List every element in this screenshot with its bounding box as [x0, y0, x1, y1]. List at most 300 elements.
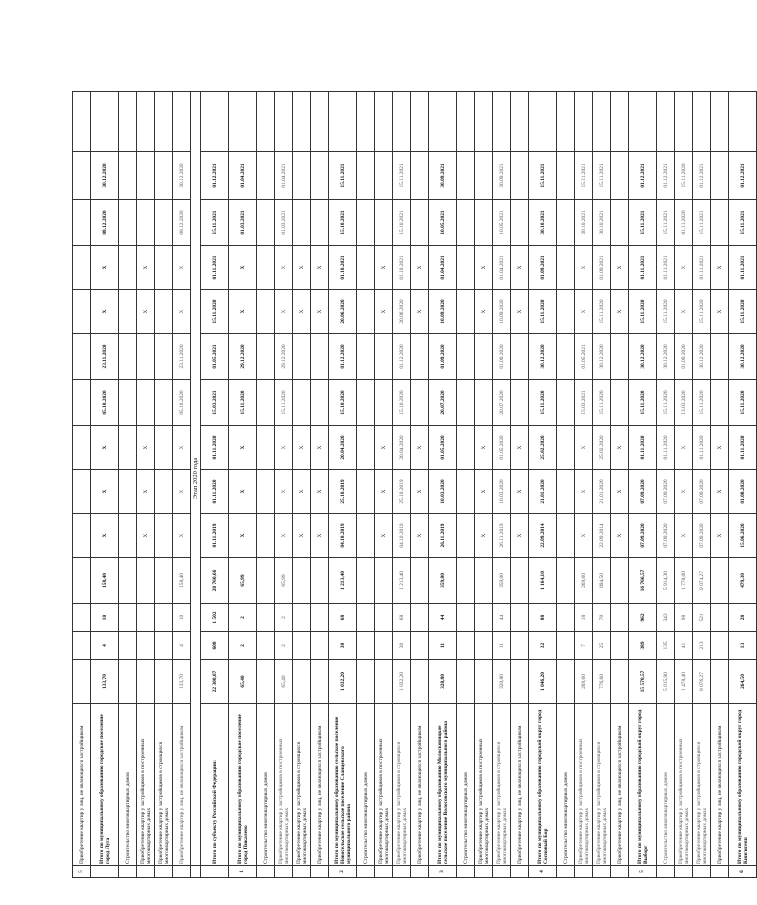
value-cell: 98	[675, 604, 693, 632]
value-cell	[257, 558, 275, 604]
value-cell: X	[711, 470, 729, 514]
value-cell: 65,40	[275, 660, 293, 704]
value-cell: 01.12.2021	[729, 152, 757, 200]
value-cell: 20.07.2020	[429, 380, 457, 426]
value-cell: 9 074,27	[693, 558, 711, 604]
value-cell	[457, 380, 475, 426]
row-number-cell	[119, 866, 137, 878]
value-cell	[257, 334, 275, 380]
value-cell	[357, 92, 375, 152]
value-cell: 30.12.2020	[729, 334, 757, 380]
value-cell: 07.09.2020	[693, 470, 711, 514]
value-cell	[375, 200, 393, 246]
value-cell: 01.12.2021	[629, 152, 657, 200]
value-cell	[611, 92, 629, 152]
row-number-cell	[155, 866, 173, 878]
value-cell	[711, 92, 729, 152]
value-cell: 15.10.2020	[393, 380, 411, 426]
value-cell: X	[575, 470, 593, 514]
value-cell	[357, 290, 375, 334]
value-cell: 29.12.2020	[275, 334, 293, 380]
value-cell	[119, 514, 137, 558]
value-cell: 158,40	[91, 558, 119, 604]
value-cell	[411, 604, 429, 632]
value-cell: 23.11.2020	[91, 334, 119, 380]
value-cell: 10	[173, 604, 191, 632]
value-cell	[229, 92, 257, 152]
value-cell: 30	[329, 632, 357, 660]
row-label-cell: Приобретение квартир у лиц, не являющихся застройщиком	[611, 704, 629, 866]
row-number-cell	[393, 866, 411, 878]
row-number-cell	[275, 866, 293, 878]
value-cell: 776,60	[593, 660, 611, 704]
value-cell: 15.10.2020	[329, 380, 357, 426]
row-number-cell	[711, 866, 729, 878]
value-cell: 30.09.2021	[493, 152, 511, 200]
value-cell	[557, 632, 575, 660]
table-row	[375, 92, 393, 878]
row-number-cell	[411, 866, 429, 878]
value-cell: 32	[529, 632, 557, 660]
value-cell: 01.11.2020	[201, 426, 229, 470]
value-cell: 10.09.2020	[429, 290, 457, 334]
row-label-cell: Приобретение квартир у лиц, не являющихся застройщиком	[73, 704, 91, 866]
value-cell: 15.11.2021	[393, 152, 411, 200]
table-row	[311, 92, 329, 878]
value-cell	[375, 632, 393, 660]
value-cell: X	[275, 246, 293, 290]
value-cell: 15.11.2021	[329, 152, 357, 200]
row-label-cell: Итого по муниципальному образованию городское поселение город Луга	[91, 704, 119, 866]
value-cell: 15.11.2020	[593, 380, 611, 426]
value-cell: 15.06.2020	[729, 514, 757, 558]
value-cell	[119, 92, 137, 152]
value-cell: X	[611, 290, 629, 334]
value-cell	[611, 152, 629, 200]
value-cell: 25.10.2019	[393, 470, 411, 514]
value-cell: X	[275, 426, 293, 470]
value-cell	[311, 380, 329, 426]
table-row	[475, 92, 493, 878]
value-cell: 1 478,40	[675, 660, 693, 704]
value-cell	[457, 246, 475, 290]
value-cell: 15.10.2021	[329, 200, 357, 246]
value-cell: X	[611, 246, 629, 290]
row-number-cell	[91, 866, 119, 878]
value-cell: 10.05.2021	[429, 200, 457, 246]
value-cell: 15.11.2020	[729, 290, 757, 334]
value-cell	[155, 92, 173, 152]
value-cell: X	[511, 426, 529, 470]
value-cell: 7	[575, 632, 593, 660]
value-cell	[375, 152, 393, 200]
value-cell	[73, 290, 91, 334]
value-cell	[119, 290, 137, 334]
value-cell	[257, 604, 275, 632]
value-cell: 15.11.2020	[593, 290, 611, 334]
total-row	[729, 92, 757, 878]
row-number-cell	[557, 866, 575, 878]
value-cell	[311, 660, 329, 704]
value-cell: X	[311, 470, 329, 514]
value-cell	[311, 558, 329, 604]
row-number-cell: 2	[329, 866, 357, 878]
value-cell: 15.11.2020	[201, 290, 229, 334]
row-number-cell: 3	[429, 866, 457, 878]
value-cell	[257, 426, 275, 470]
row-number-cell	[511, 866, 529, 878]
value-cell	[137, 200, 155, 246]
value-cell: X	[711, 514, 729, 558]
value-cell	[475, 152, 493, 200]
value-cell: X	[293, 290, 311, 334]
row-number-cell	[575, 866, 593, 878]
value-cell: X	[511, 470, 529, 514]
value-cell: 479,30	[729, 558, 757, 604]
value-cell	[257, 380, 275, 426]
value-cell	[511, 558, 529, 604]
value-cell: 1 046,20	[529, 660, 557, 704]
value-cell	[457, 290, 475, 334]
value-cell: X	[229, 290, 257, 334]
value-cell: 320,80	[493, 660, 511, 704]
value-cell: 158,40	[173, 558, 191, 604]
value-cell	[475, 632, 493, 660]
row-label-cell: Строительство многоквартирных домов	[657, 704, 675, 866]
value-cell: 01.10.2021	[393, 246, 411, 290]
value-cell	[119, 200, 137, 246]
value-cell: 28 760,66	[201, 558, 229, 604]
value-cell: 01.03.2021	[275, 200, 293, 246]
value-cell	[119, 470, 137, 514]
value-cell: X	[475, 514, 493, 558]
value-cell: 15.11.2020	[729, 380, 757, 426]
value-cell: X	[375, 514, 393, 558]
value-cell	[457, 632, 475, 660]
value-cell	[119, 632, 137, 660]
value-cell	[137, 334, 155, 380]
value-cell: 30.12.2020	[91, 152, 119, 200]
value-cell	[511, 92, 529, 152]
value-cell	[137, 380, 155, 426]
value-cell: 1 213,40	[329, 558, 357, 604]
value-cell: 389	[629, 632, 657, 660]
value-cell: X	[229, 514, 257, 558]
value-cell	[73, 470, 91, 514]
value-cell: 01.05.2020	[429, 426, 457, 470]
value-cell	[457, 92, 475, 152]
value-cell: 15.11.2021	[693, 200, 711, 246]
row-number-cell	[675, 866, 693, 878]
value-cell	[357, 426, 375, 470]
total-row	[91, 92, 119, 878]
value-cell: 15.03.2021	[575, 380, 593, 426]
value-cell: 01.11.2020	[201, 470, 229, 514]
value-cell	[311, 604, 329, 632]
value-cell: 359,00	[429, 558, 457, 604]
value-cell	[411, 200, 429, 246]
value-cell: X	[475, 246, 493, 290]
value-cell: X	[575, 514, 593, 558]
value-cell	[411, 632, 429, 660]
table-row	[575, 92, 593, 878]
table-row	[275, 92, 293, 878]
value-cell	[529, 92, 557, 152]
value-cell: X	[411, 514, 429, 558]
value-cell	[293, 660, 311, 704]
value-cell: 1 213,40	[393, 558, 411, 604]
value-cell: 521	[693, 604, 711, 632]
row-number-cell: 5	[73, 866, 91, 878]
value-cell: 01.04.2021	[275, 152, 293, 200]
row-number-cell	[375, 866, 393, 878]
row-label-cell: Приобретение квартир у застройщиков в построенных многоквартирных домах	[575, 704, 593, 866]
value-cell: X	[311, 290, 329, 334]
value-cell: 133,70	[91, 660, 119, 704]
table-row	[119, 92, 137, 878]
value-cell: 15.11.2020	[657, 290, 675, 334]
value-cell: 359,00	[493, 558, 511, 604]
value-cell	[493, 92, 511, 152]
value-cell: 15.11.2021	[575, 152, 593, 200]
value-cell: X	[293, 246, 311, 290]
value-cell: X	[475, 426, 493, 470]
value-cell: 962	[629, 604, 657, 632]
value-cell: 25.02.2020	[593, 426, 611, 470]
value-cell: 25	[593, 632, 611, 660]
value-cell: 01.05.2020	[493, 426, 511, 470]
value-cell	[475, 380, 493, 426]
value-cell: X	[91, 470, 119, 514]
row-number-cell	[593, 866, 611, 878]
value-cell	[557, 380, 575, 426]
value-cell: X	[375, 246, 393, 290]
value-cell	[475, 558, 493, 604]
value-cell: 01.08.2020	[729, 470, 757, 514]
value-cell	[119, 246, 137, 290]
value-cell: 01.11.2020	[657, 426, 675, 470]
row-label-cell: Строительство многоквартирных домов	[457, 704, 475, 866]
value-cell: 01.11.2021	[201, 246, 229, 290]
value-cell: X	[511, 246, 529, 290]
value-cell: X	[675, 514, 693, 558]
row-label-cell: Итого по муниципальному образованию городской округ город Сосновый Бор	[529, 704, 557, 866]
row-number-cell	[611, 866, 629, 878]
value-cell: 01.03.2021	[229, 200, 257, 246]
value-cell: X	[293, 470, 311, 514]
stage-title: Этап 2020 года	[191, 92, 201, 866]
value-cell	[711, 380, 729, 426]
value-cell: X	[311, 246, 329, 290]
value-cell	[73, 514, 91, 558]
value-cell: X	[137, 470, 155, 514]
value-cell	[475, 334, 493, 380]
value-cell	[457, 334, 475, 380]
row-number-cell	[693, 866, 711, 878]
value-cell	[155, 290, 173, 334]
value-cell: 23.11.2020	[173, 334, 191, 380]
value-cell	[411, 558, 429, 604]
value-cell	[557, 426, 575, 470]
total-row	[429, 92, 457, 878]
value-cell: 15.11.2021	[593, 152, 611, 200]
value-cell: 29.12.2020	[229, 334, 257, 380]
value-cell	[137, 604, 155, 632]
value-cell: X	[411, 290, 429, 334]
value-cell: X	[173, 470, 191, 514]
value-cell	[457, 200, 475, 246]
value-cell: 1 502	[201, 604, 229, 632]
value-cell: 15.11.2021	[657, 200, 675, 246]
value-cell	[457, 470, 475, 514]
value-cell	[293, 604, 311, 632]
value-cell	[257, 660, 275, 704]
value-cell: 01.11.2021	[657, 246, 675, 290]
value-cell	[557, 470, 575, 514]
table-row	[593, 92, 611, 878]
value-cell	[475, 92, 493, 152]
value-cell	[155, 426, 173, 470]
value-cell	[575, 92, 593, 152]
row-label-cell: Приобретение квартир у лиц, не являющихся застройщиком	[311, 704, 329, 866]
value-cell	[693, 92, 711, 152]
value-cell: 01.04.2021	[229, 152, 257, 200]
value-cell: 01.05.2021	[201, 334, 229, 380]
value-cell	[411, 380, 429, 426]
value-cell: 26.11.2019	[429, 514, 457, 558]
value-cell	[311, 632, 329, 660]
value-cell: 20.04.2020	[393, 426, 411, 470]
value-cell: 11	[493, 632, 511, 660]
table-row	[155, 92, 173, 878]
value-cell	[557, 246, 575, 290]
value-cell	[357, 632, 375, 660]
value-cell: 07.09.2020	[629, 514, 657, 558]
value-cell: X	[137, 426, 155, 470]
value-cell: 30.12.2020	[593, 334, 611, 380]
row-number-cell	[293, 866, 311, 878]
value-cell: 22.09.2014	[529, 514, 557, 558]
value-cell: 30.12.2020	[693, 334, 711, 380]
value-cell	[155, 380, 173, 426]
value-cell	[475, 660, 493, 704]
row-number-cell	[493, 866, 511, 878]
value-cell: 65,99	[229, 558, 257, 604]
total-row	[329, 92, 357, 878]
value-cell: 264,50	[729, 660, 757, 704]
value-cell	[137, 558, 155, 604]
value-cell	[511, 334, 529, 380]
row-number-cell: 6	[729, 866, 757, 878]
value-cell	[357, 200, 375, 246]
value-cell	[257, 152, 275, 200]
value-cell: X	[229, 470, 257, 514]
value-cell: 21.01.2020	[529, 470, 557, 514]
value-cell: 269,60	[575, 660, 593, 704]
table-body-stage	[201, 92, 757, 878]
row-label-cell: Приобретение квартир у застройщиков в построенных многоквартирных домах	[137, 704, 155, 866]
value-cell	[611, 334, 629, 380]
value-cell	[711, 660, 729, 704]
value-cell: 30.12.2020	[529, 334, 557, 380]
row-label-cell: Итого по муниципальному образованию городской округ город Кингисепп	[729, 704, 757, 866]
table-row	[675, 92, 693, 878]
value-cell: X	[275, 470, 293, 514]
value-cell: 18	[575, 604, 593, 632]
value-cell: 70	[593, 604, 611, 632]
value-cell: 07.09.2020	[657, 470, 675, 514]
row-number-cell: 4	[529, 866, 557, 878]
value-cell	[657, 92, 675, 152]
value-cell	[711, 152, 729, 200]
table-row	[657, 92, 675, 878]
value-cell: 20.06.2020	[329, 290, 357, 334]
value-cell: X	[375, 426, 393, 470]
row-number-cell	[357, 866, 375, 878]
value-cell	[457, 660, 475, 704]
value-cell: 44	[429, 604, 457, 632]
value-cell: X	[411, 470, 429, 514]
value-cell	[155, 246, 173, 290]
value-cell: 30	[393, 632, 411, 660]
value-cell: 25.10.2019	[329, 470, 357, 514]
value-cell: X	[411, 246, 429, 290]
value-cell: 22 300,07	[201, 660, 229, 704]
value-cell	[429, 92, 457, 152]
value-cell: 1 032,20	[393, 660, 411, 704]
value-cell	[375, 558, 393, 604]
value-cell: X	[91, 426, 119, 470]
row-label-cell: Приобретение квартир у застройщиков в построенных многоквартирных домах	[475, 704, 493, 866]
value-cell	[329, 92, 357, 152]
table-row	[411, 92, 429, 878]
value-cell	[119, 380, 137, 426]
value-cell	[511, 200, 529, 246]
row-label-cell: Приобретение квартир у лиц, не являющихся застройщиком	[173, 704, 191, 866]
rotated-table-container	[72, 92, 749, 878]
value-cell: 30.10.2021	[529, 200, 557, 246]
value-cell: 01.12.2021	[657, 152, 675, 200]
value-cell: X	[137, 246, 155, 290]
value-cell: 4	[173, 632, 191, 660]
value-cell: 15 570,57	[629, 660, 657, 704]
table-body-top	[73, 92, 191, 878]
value-cell: X	[91, 246, 119, 290]
value-cell: 15.03.2021	[201, 380, 229, 426]
value-cell: 01.11.2020	[675, 200, 693, 246]
row-label-cell: Приобретение квартир у застройщиков в построенных многоквартирных домах	[275, 704, 293, 866]
value-cell: 30.10.2021	[575, 200, 593, 246]
value-cell	[73, 558, 91, 604]
value-cell	[411, 92, 429, 152]
value-cell	[311, 200, 329, 246]
value-cell: X	[611, 514, 629, 558]
value-cell: 10.03.2020	[429, 470, 457, 514]
row-label-cell: Итого по муниципальному образованию Молосковицкое сельское поселение Волосовского муниципального района	[429, 704, 457, 866]
value-cell	[375, 380, 393, 426]
total-row	[201, 92, 229, 878]
value-cell: 2	[275, 632, 293, 660]
table-row	[293, 92, 311, 878]
value-cell	[557, 604, 575, 632]
value-cell: 01.12.2021	[693, 152, 711, 200]
value-cell: 01.04.2021	[429, 246, 457, 290]
value-cell: 05.10.2020	[91, 380, 119, 426]
row-label-cell: Строительство многоквартирных домов	[557, 704, 575, 866]
row-number-cell	[257, 866, 275, 878]
value-cell: X	[711, 290, 729, 334]
table-row	[173, 92, 191, 878]
